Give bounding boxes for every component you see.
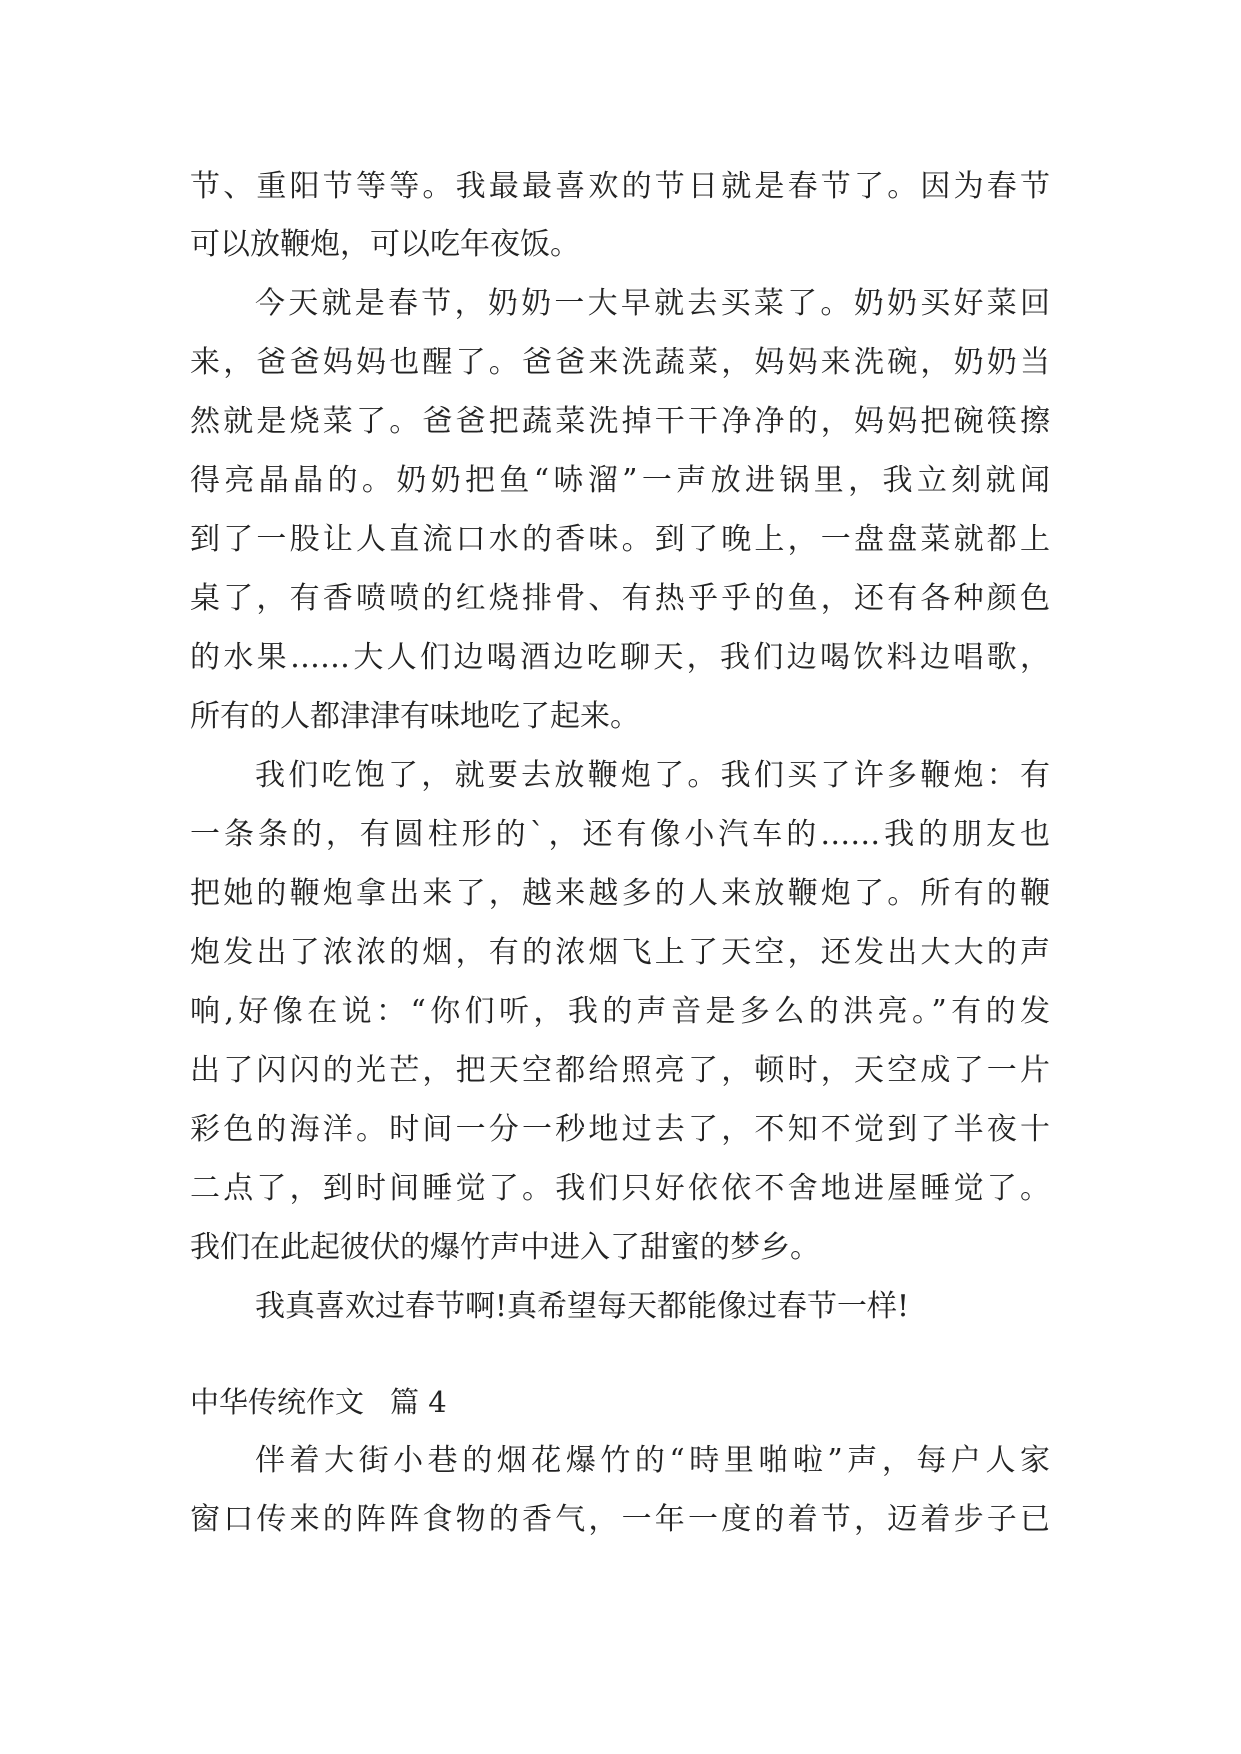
paragraph-2-line-7: 的水果……大人们边喝酒边吃聊天，我们边喝饮料边唱歌， bbox=[190, 640, 1050, 675]
paragraph-2-line-5: 到了一股让人直流口水的香味。到了晚上，一盘盘菜就都上 bbox=[190, 522, 1050, 557]
paragraph-5-line-1: 伴着大街小巷的烟花爆竹的“時里啪啦”声，每户人家 bbox=[255, 1443, 1050, 1478]
section-heading bbox=[190, 1380, 447, 1424]
paragraph-1-line-2: 可以放鞭炮，可以吃年夜饭。 bbox=[190, 227, 580, 262]
paragraph-3-line-3: 把她的鞭炮拿出来了，越来越多的人来放鞭炮了。所有的鞭 bbox=[190, 876, 1050, 911]
paragraph-3-line-2: 一条条的，有圆柱形的`，还有像小汽车的……我的朋友也 bbox=[190, 817, 1050, 852]
paragraph-3-line-8: 二点了，到时间睡觉了。我们只好依依不舍地进屋睡觉了。 bbox=[190, 1171, 1050, 1206]
paragraph-2-line-2: 来，爸爸妈妈也醒了。爸爸来洗蔬菜，妈妈来洗碗，奶奶当 bbox=[190, 345, 1050, 380]
paragraph-2-line-8: 所有的人都津津有味地吃了起来。 bbox=[190, 699, 640, 734]
paragraph-2-line-6: 桌了，有香喷喷的红烧排骨、有热乎乎的鱼，还有各种颜色 bbox=[190, 581, 1050, 616]
paragraph-2-line-4: 得亮晶晶的。奶奶把鱼“哧溜”一声放进锅里，我立刻就闻 bbox=[190, 463, 1050, 498]
paragraph-3-line-7: 彩色的海洋。时间一分一秒地过去了，不知不觉到了半夜十 bbox=[190, 1112, 1050, 1147]
paragraph-3-line-5: 响,好像在说：“你们听，我的声音是多么的洪亮。”有的发 bbox=[190, 994, 1050, 1029]
paragraph-3-line-9: 我们在此起彼伏的爆竹声中进入了甜蜜的梦乡。 bbox=[190, 1230, 820, 1265]
paragraph-4-line-1: 我真喜欢过春节啊!真希望每天都能像过春节一样! bbox=[255, 1289, 910, 1324]
paragraph-3-line-1: 我们吃饱了，就要去放鞭炮了。我们买了许多鞭炮：有 bbox=[255, 758, 1050, 793]
paragraph-2-line-3: 然就是烧菜了。爸爸把蔬菜洗掉干干净净的，妈妈把碗筷擦 bbox=[190, 404, 1050, 439]
paragraph-2-line-1: 今天就是春节，奶奶一大早就去买菜了。奶奶买好菜回 bbox=[255, 286, 1050, 321]
paragraph-1-line-1: 节、重阳节等等。我最最喜欢的节日就是春节了。因为春节 bbox=[190, 169, 1050, 204]
paragraph-5-line-2: 窗口传来的阵阵食物的香气，一年一度的着节，迈着步子已 bbox=[190, 1502, 1050, 1537]
section-title: 中华传统作文 bbox=[190, 1385, 365, 1419]
paragraph-3-line-6: 出了闪闪的光芒，把天空都给照亮了，顿时，天空成了一片 bbox=[190, 1053, 1050, 1088]
paragraph-3-line-4: 炮发出了浓浓的烟，有的浓烟飞上了天空，还发出大大的声 bbox=[190, 935, 1050, 970]
section-number: 篇 4 bbox=[390, 1385, 447, 1419]
